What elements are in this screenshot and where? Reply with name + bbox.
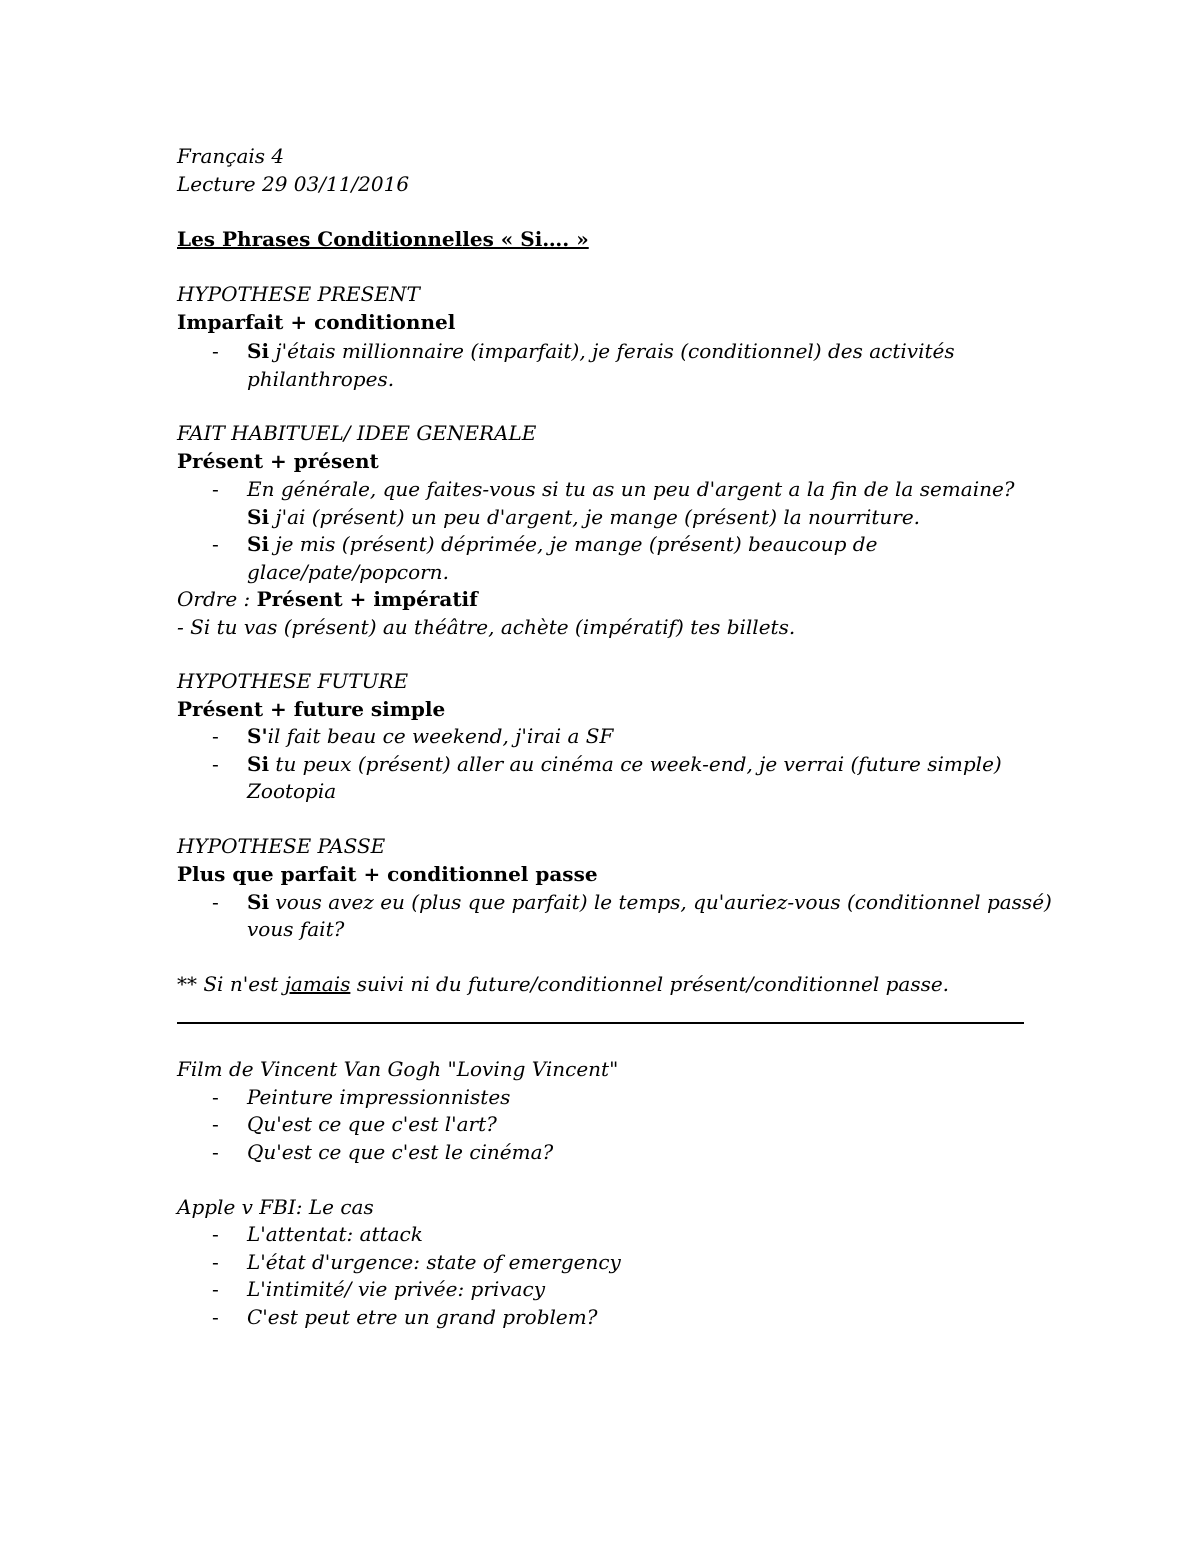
list-item: Qu'est ce que c'est l'art? bbox=[247, 1112, 497, 1136]
example-habituel-question: En générale, que faites-vous si tu as un peu d'argent a la fin de la semaine? bbox=[247, 477, 1015, 501]
bullet-marker: - bbox=[212, 1222, 219, 1246]
note-underlined: jamais bbox=[284, 972, 351, 996]
example-text: vous avez eu (plus que parfait) le temps, qu'auriez-vous (conditionnel passé) bbox=[269, 890, 1052, 914]
list-item: C'est peut etre un grand problem? bbox=[247, 1305, 598, 1329]
note bbox=[177, 970, 949, 998]
example-future-2-cont: Zootopia bbox=[247, 779, 337, 803]
bullet-marker: - bbox=[212, 890, 219, 914]
si-keyword: Si bbox=[247, 752, 270, 776]
bullet-marker: - bbox=[212, 1250, 219, 1274]
film-heading: Film de Vincent Van Gogh "Loving Vincent" bbox=[177, 1057, 619, 1081]
example-text: je mis (présent) déprimée, je mange (présent) beaucoup de bbox=[269, 532, 878, 556]
section-heading-future: HYPOTHESE FUTURE bbox=[177, 669, 409, 693]
list-item: L'attentat: attack bbox=[247, 1222, 423, 1246]
bullet-marker: - bbox=[212, 1085, 219, 1109]
bullet-marker: - bbox=[212, 1112, 219, 1136]
example-habituel-2-cont: glace/pate/popcorn. bbox=[247, 560, 449, 584]
bullet-marker: - bbox=[212, 1277, 219, 1301]
example-future-2 bbox=[247, 750, 1002, 778]
ordre-line bbox=[177, 585, 478, 613]
rule-future: Présent + future simple bbox=[177, 697, 446, 721]
example-text: j'étais millionnaire (imparfait), je ferais (conditionnel) des activités bbox=[269, 339, 955, 363]
apple-heading: Apple v FBI: Le cas bbox=[177, 1195, 374, 1219]
list-item: Qu'est ce que c'est le cinéma? bbox=[247, 1140, 554, 1164]
bullet-marker: - bbox=[212, 477, 219, 501]
example-text: tu peux (présent) aller au cinéma ce week-end, je verrai (future simple) bbox=[269, 752, 1002, 776]
example-passe bbox=[247, 888, 1052, 916]
list-item: L'état d'urgence: state of emergency bbox=[247, 1250, 621, 1274]
horizontal-divider bbox=[177, 1022, 1024, 1024]
example-present-cont: philanthropes. bbox=[247, 367, 395, 391]
section-heading-passe: HYPOTHESE PASSE bbox=[177, 834, 386, 858]
bullet-marker: - bbox=[212, 339, 219, 363]
bullet-marker: - bbox=[212, 1140, 219, 1164]
si-keyword: Si bbox=[247, 505, 270, 529]
ordre-example: - Si tu vas (présent) au théâtre, achète (impératif) tes billets. bbox=[177, 615, 796, 639]
example-text: j'ai (présent) un peu d'argent, je mange (présent) la nourriture. bbox=[269, 505, 921, 529]
rule-habituel: Présent + présent bbox=[177, 449, 379, 473]
example-passe-cont: vous fait? bbox=[247, 917, 345, 941]
course-name: Français 4 bbox=[177, 144, 285, 168]
bullet-marker: - bbox=[212, 724, 219, 748]
si-keyword: Si bbox=[247, 339, 270, 363]
bullet-marker: - bbox=[212, 1305, 219, 1329]
ordre-label: Ordre : bbox=[177, 587, 257, 611]
note-pre: ** Si n'est bbox=[177, 972, 285, 996]
example-text: il fait beau ce weekend, j'irai a SF bbox=[267, 724, 614, 748]
rule-passe: Plus que parfait + conditionnel passe bbox=[177, 862, 598, 886]
example-habituel-2 bbox=[247, 530, 877, 558]
example-habituel-answer bbox=[247, 503, 920, 531]
rule-present: Imparfait + conditionnel bbox=[177, 310, 456, 334]
example-present bbox=[247, 337, 955, 365]
si-keyword: Si bbox=[247, 532, 270, 556]
list-item: L'intimité/ vie privée: privacy bbox=[247, 1277, 546, 1301]
section-heading-habituel: FAIT HABITUEL/ IDEE GENERALE bbox=[177, 421, 537, 445]
list-item: Peinture impressionnistes bbox=[247, 1085, 511, 1109]
note-post: suivi ni du future/conditionnel présent/conditionnel passe. bbox=[350, 972, 950, 996]
example-future-1 bbox=[247, 722, 613, 750]
bullet-marker: - bbox=[212, 532, 219, 556]
page-title: Les Phrases Conditionnelles « Si…. » bbox=[177, 227, 589, 251]
bullet-marker: - bbox=[212, 752, 219, 776]
lecture-date: Lecture 29 03/11/2016 bbox=[177, 172, 410, 196]
si-keyword: S' bbox=[247, 724, 268, 748]
section-heading-present: HYPOTHESE PRESENT bbox=[177, 282, 420, 306]
ordre-rule: Présent + impératif bbox=[256, 587, 478, 611]
si-keyword: Si bbox=[247, 890, 270, 914]
